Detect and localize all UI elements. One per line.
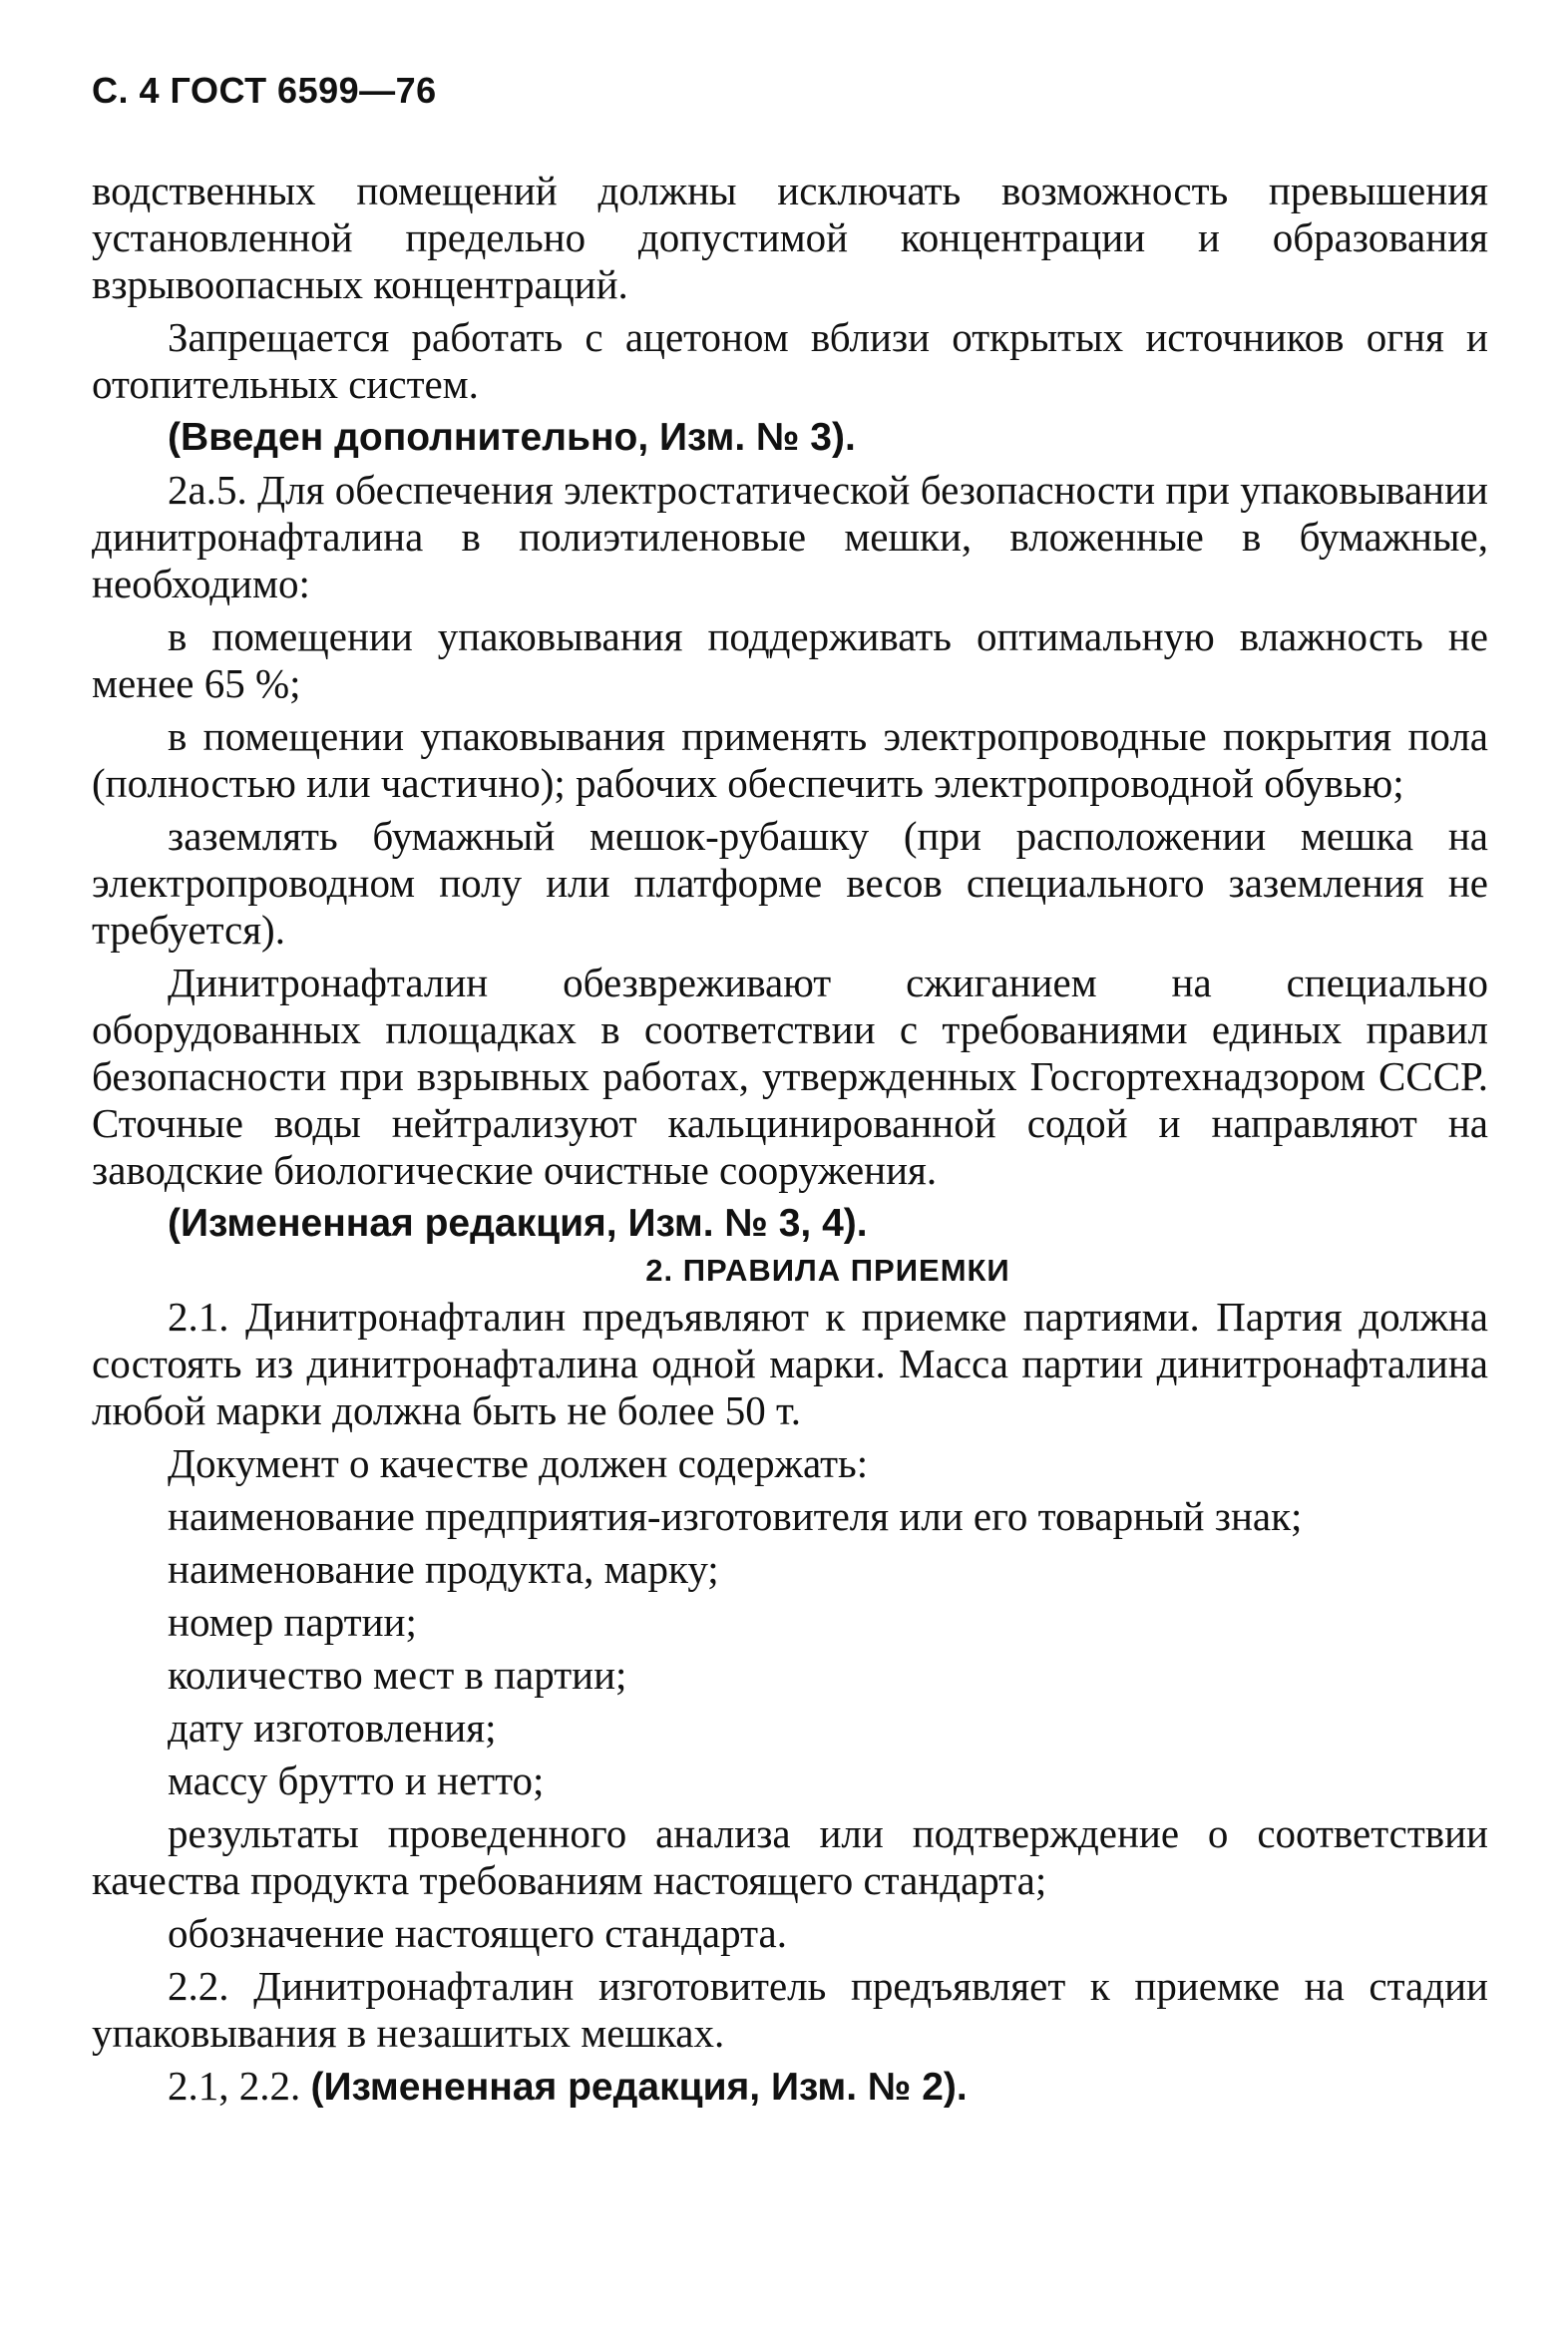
paragraph-continuation: водственных помещений должны исключать возможность превышения установленной предельно допустимой концентрации и образования взрывоопасных концентраций. (92, 168, 1488, 307)
document-requirements-intro: Документ о качестве должен содержать: (168, 1440, 869, 1486)
clause-2-2: 2.2. Динитронафталин изготовитель предъявляет к приемке на стадии упаковывания в незашитых мешках. (92, 1963, 1488, 2056)
amendment-note: (Введен дополнительно, Изм. № 3). (168, 416, 856, 459)
section-title: 2. ПРАВИЛА ПРИЕМКИ (645, 1253, 1010, 1288)
document-requirement-item: наименование продукта, марку; (168, 1546, 719, 1592)
clause-2a5-disposal: Динитронафталин обезвреживают сжиганием на специально оборудованных площадках в соответствии с требованиями единых правил безопасности при взрывных работах, утвержденных Госгортехнадзором СССР. Сточные воды нейтрализуют кальцинированной содой и направляют на заводские биологические очистные сооружения. (92, 960, 1488, 1193)
document-requirement-item: количество мест в партии; (168, 1652, 627, 1698)
clause-2a5-item: в помещении упаковывания поддерживать оптимальную влажность не менее 65 %; (92, 613, 1488, 706)
document-requirement-item: номер партии; (168, 1599, 417, 1645)
document-requirement-item: результаты проведенного анализа или подтверждение о соответствии качества продукта требованиям настоящего стандарта; (92, 1810, 1488, 1903)
page-header: С. 4 ГОСТ 6599—76 (92, 70, 437, 111)
clause-2a5-item: в помещении упаковывания применять электропроводные покрытия пола (полностью или частично); рабочих обеспечить электропроводной обувью; (92, 713, 1488, 806)
clause-2a5-item: заземлять бумажный мешок-рубашку (при расположении мешка на электропроводном полу или платформе весов специального заземления не требуется). (92, 813, 1488, 953)
clause-2-1: 2.1. Динитронафталин предъявляют к приемке партиями. Партия должна состоять из динитронафталина одной марки. Масса партии динитронафталина любой марки должна быть не более 50 т. (92, 1294, 1488, 1433)
document-requirement-item: обозначение настоящего стандарта. (168, 1910, 787, 1956)
document-requirement-item: массу брутто и нетто; (168, 1757, 545, 1803)
page-content (92, 168, 1488, 2111)
document-requirement-item: дату изготовления; (168, 1705, 497, 1751)
amendment-note: (Измененная редакция, Изм. № 3, 4). (168, 1202, 868, 1245)
paragraph-acetone-warning: Запрещается работать с ацетоном вблизи открытых источников огня и отопительных систем. (92, 314, 1488, 407)
clause-2a5-intro: 2а.5. Для обеспечения электростатической безопасности при упаковывании динитронафталина в полиэтиленовые мешки, вложенные в бумажные, необходимо: (92, 467, 1488, 606)
amendment-note: (Измененная редакция, Изм. № 2). (310, 2066, 968, 2109)
document-requirement-item: наименование предприятия-изготовителя или его товарный знак; (168, 1493, 1303, 1539)
amendment-note-line (92, 2063, 1488, 2111)
amendment-note-prefix: 2.1, 2.2. (168, 2063, 301, 2109)
